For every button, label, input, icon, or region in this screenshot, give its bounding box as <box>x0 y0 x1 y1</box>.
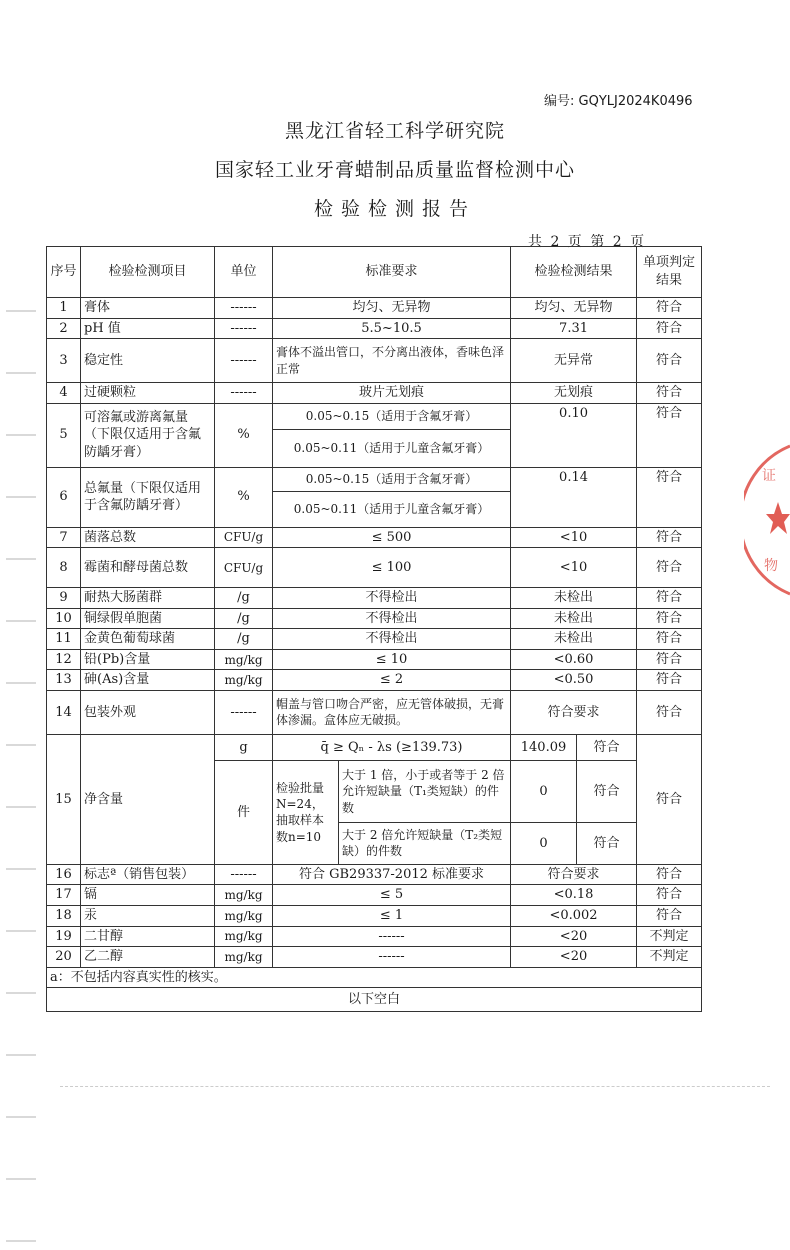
row-item: 霉菌和酵母菌总数 <box>81 548 215 588</box>
blank-row <box>47 988 702 1012</box>
row-item: 总氟量（下限仅适用于含氟防龋牙膏） <box>81 467 215 527</box>
row-standard-2: 0.05~0.11（适用于儿童含氟牙膏） <box>273 429 511 467</box>
row-no: 13 <box>47 670 81 691</box>
row-standard: ------ <box>273 926 511 947</box>
table-row <box>47 690 702 734</box>
row-unit: ------ <box>215 318 273 339</box>
row-item: 过硬颗粒 <box>81 383 215 404</box>
net-condition-1: 大于 1 倍，小于或者等于 2 倍允许短缺量（T₁类短缺）的件数 <box>339 760 511 822</box>
net-sub-verdict: 符合 <box>577 734 637 760</box>
net-condition-2: 大于 2 倍允许短缺量（T₂类短缺）的件数 <box>339 822 511 864</box>
row-no: 12 <box>47 649 81 670</box>
row-unit: /g <box>215 629 273 650</box>
row-verdict: 符合 <box>637 906 702 927</box>
row-no: 19 <box>47 926 81 947</box>
row-verdict: 符合 <box>637 339 702 383</box>
row-verdict: 符合 <box>637 298 702 319</box>
row-no: 6 <box>47 467 81 527</box>
row-verdict: 符合 <box>637 318 702 339</box>
row-unit: mg/kg <box>215 926 273 947</box>
table-row <box>47 298 702 319</box>
row-item: pH 值 <box>81 318 215 339</box>
row-result: <20 <box>511 926 637 947</box>
row-no: 2 <box>47 318 81 339</box>
row-result: 未检出 <box>511 608 637 629</box>
row-unit: ------ <box>215 298 273 319</box>
row-standard-1: 0.05~0.15（适用于含氟牙膏） <box>273 467 511 491</box>
table-row <box>47 608 702 629</box>
row-result: <0.60 <box>511 649 637 670</box>
row-standard: 不得检出 <box>273 588 511 609</box>
row-item: 菌落总数 <box>81 527 215 548</box>
header-unit: 单位 <box>215 247 273 298</box>
row-verdict: 符合 <box>637 629 702 650</box>
row-standard: ≤ 10 <box>273 649 511 670</box>
row-unit: % <box>215 467 273 527</box>
header-item: 检验检测项目 <box>81 247 215 298</box>
row-standard-1: 0.05~0.15（适用于含氟牙膏） <box>273 403 511 429</box>
row-result: <0.50 <box>511 670 637 691</box>
table-row <box>47 527 702 548</box>
row-verdict: 不判定 <box>637 926 702 947</box>
row-standard: ------ <box>273 947 511 968</box>
row-result: 未检出 <box>511 629 637 650</box>
row-unit: /g <box>215 608 273 629</box>
row-item: 镉 <box>81 885 215 906</box>
row-verdict: 符合 <box>637 670 702 691</box>
row-no: 1 <box>47 298 81 319</box>
row-unit-g: g <box>215 734 273 760</box>
header-standard: 标准要求 <box>273 247 511 298</box>
table-row <box>47 670 702 691</box>
svg-text:证: 证 <box>762 468 776 484</box>
inspection-table-wrapper <box>46 246 701 1012</box>
row-result: <10 <box>511 548 637 588</box>
row-no: 20 <box>47 947 81 968</box>
row-unit: ------ <box>215 864 273 885</box>
table-row <box>47 649 702 670</box>
table-row <box>47 383 702 404</box>
center-title: 国家轻工业牙膏蜡制品质量监督检测中心 <box>214 159 575 181</box>
net-sub-verdict: 符合 <box>577 760 637 822</box>
row-no: 3 <box>47 339 81 383</box>
table-row <box>47 318 702 339</box>
page-info: 共 2 页 第 2 页 <box>528 234 647 250</box>
row-item: 砷(As)含量 <box>81 670 215 691</box>
row-unit: % <box>215 403 273 467</box>
document-number: 编号: GQYLJ2024K0496 <box>544 94 693 109</box>
row-unit: mg/kg <box>215 906 273 927</box>
table-header-row <box>47 247 702 298</box>
row-standard: ≤ 2 <box>273 670 511 691</box>
row-unit: mg/kg <box>215 670 273 691</box>
row-no: 18 <box>47 906 81 927</box>
table-row <box>47 403 702 429</box>
row-standard: ≤ 5 <box>273 885 511 906</box>
row-item: 膏体 <box>81 298 215 319</box>
row-no: 5 <box>47 403 81 467</box>
row-verdict: 符合 <box>637 734 702 864</box>
row-no: 8 <box>47 548 81 588</box>
header-verdict: 单项判定结果 <box>637 247 702 298</box>
row-result: 0.10 <box>511 403 637 467</box>
row-result: <0.18 <box>511 885 637 906</box>
row-verdict: 符合 <box>637 403 702 467</box>
row-item: 铅(Pb)含量 <box>81 649 215 670</box>
table-row <box>47 339 702 383</box>
svg-text:物: 物 <box>764 558 778 574</box>
row-item: 汞 <box>81 906 215 927</box>
row-verdict: 符合 <box>637 864 702 885</box>
table-row <box>47 926 702 947</box>
row-verdict: 符合 <box>637 467 702 527</box>
blank-below-text: 以下空白 <box>47 988 702 1012</box>
official-seal-partial <box>744 440 790 600</box>
row-item: 耐热大肠菌群 <box>81 588 215 609</box>
footnote: a：不包括内容真实性的核实。 <box>47 967 702 988</box>
row-item: 二甘醇 <box>81 926 215 947</box>
row-result: 符合要求 <box>511 864 637 885</box>
row-unit: mg/kg <box>215 649 273 670</box>
row-unit: ------ <box>215 339 273 383</box>
bottom-scan-line <box>60 1086 770 1087</box>
net-batch: 检验批量N=24，抽取样本数n=10 <box>273 760 339 864</box>
row-unit: /g <box>215 588 273 609</box>
row-verdict: 符合 <box>637 588 702 609</box>
row-standard: ≤ 1 <box>273 906 511 927</box>
row-no: 9 <box>47 588 81 609</box>
net-sub-verdict: 符合 <box>577 822 637 864</box>
report-title: 检验检测报告 <box>313 198 476 220</box>
row-item: 可溶氟或游离氟量（下限仅适用于含氟防龋牙膏） <box>81 403 215 467</box>
row-item: 包装外观 <box>81 690 215 734</box>
table-row <box>47 588 702 609</box>
row-result: 无划痕 <box>511 383 637 404</box>
binding-margin-marks <box>6 250 36 1250</box>
row-unit: CFU/g <box>215 548 273 588</box>
row-standard: ≤ 500 <box>273 527 511 548</box>
table-row <box>47 947 702 968</box>
row-no: 11 <box>47 629 81 650</box>
row-unit: mg/kg <box>215 885 273 906</box>
row-result: <20 <box>511 947 637 968</box>
row-unit-pcs: 件 <box>215 760 273 864</box>
row-standard: 5.5~10.5 <box>273 318 511 339</box>
table-row <box>47 629 702 650</box>
row-standard: 符合 GB29337-2012 标准要求 <box>273 864 511 885</box>
net-result-2: 0 <box>511 822 577 864</box>
table-row <box>47 548 702 588</box>
table-row <box>47 864 702 885</box>
row-verdict: 不判定 <box>637 947 702 968</box>
row-item: 金黄色葡萄球菌 <box>81 629 215 650</box>
row-standard-2: 0.05~0.11（适用于儿童含氟牙膏） <box>273 491 511 527</box>
row-standard: 不得检出 <box>273 629 511 650</box>
net-formula: q̄ ≥ Qₙ - λs (≥139.73) <box>273 734 511 760</box>
row-result: 7.31 <box>511 318 637 339</box>
row-unit: ------ <box>215 383 273 404</box>
row-verdict: 符合 <box>637 383 702 404</box>
row-verdict: 符合 <box>637 885 702 906</box>
header-seq: 序号 <box>47 247 81 298</box>
row-result: 未检出 <box>511 588 637 609</box>
row-result: 均匀、无异物 <box>511 298 637 319</box>
table-row <box>47 885 702 906</box>
row-verdict: 符合 <box>637 690 702 734</box>
row-no: 10 <box>47 608 81 629</box>
row-item: 标志ª（销售包装） <box>81 864 215 885</box>
header-result: 检验检测结果 <box>511 247 637 298</box>
row-no: 4 <box>47 383 81 404</box>
row-standard: 玻片无划痕 <box>273 383 511 404</box>
row-item: 乙二醇 <box>81 947 215 968</box>
table-row <box>47 467 702 491</box>
row-no: 16 <box>47 864 81 885</box>
row-no: 14 <box>47 690 81 734</box>
row-unit: ------ <box>215 690 273 734</box>
row-standard: ≤ 100 <box>273 548 511 588</box>
footnote-row <box>47 967 702 988</box>
row-verdict: 符合 <box>637 548 702 588</box>
row-result: <0.002 <box>511 906 637 927</box>
row-standard: 膏体不溢出管口，不分离出液体，香味色泽正常 <box>273 339 511 383</box>
row-item: 稳定性 <box>81 339 215 383</box>
row-no: 7 <box>47 527 81 548</box>
row-verdict: 符合 <box>637 649 702 670</box>
row-result: 符合要求 <box>511 690 637 734</box>
row-standard: 帽盖与管口吻合严密，应无管体破损，无膏体渗漏。盒体应无破损。 <box>273 690 511 734</box>
row-result: 0.14 <box>511 467 637 527</box>
row-result: 无异常 <box>511 339 637 383</box>
row-unit: CFU/g <box>215 527 273 548</box>
row-item: 铜绿假单胞菌 <box>81 608 215 629</box>
table-row-net-content <box>47 734 702 760</box>
net-result-g: 140.09 <box>511 734 577 760</box>
row-item: 净含量 <box>81 734 215 864</box>
row-standard: 不得检出 <box>273 608 511 629</box>
institute-title: 黑龙江省轻工科学研究院 <box>284 120 505 142</box>
row-standard: 均匀、无异物 <box>273 298 511 319</box>
row-no: 17 <box>47 885 81 906</box>
row-unit: mg/kg <box>215 947 273 968</box>
row-verdict: 符合 <box>637 527 702 548</box>
row-no: 15 <box>47 734 81 864</box>
table-row <box>47 906 702 927</box>
row-result: <10 <box>511 527 637 548</box>
row-verdict: 符合 <box>637 608 702 629</box>
inspection-table <box>46 246 702 1012</box>
net-result-1: 0 <box>511 760 577 822</box>
